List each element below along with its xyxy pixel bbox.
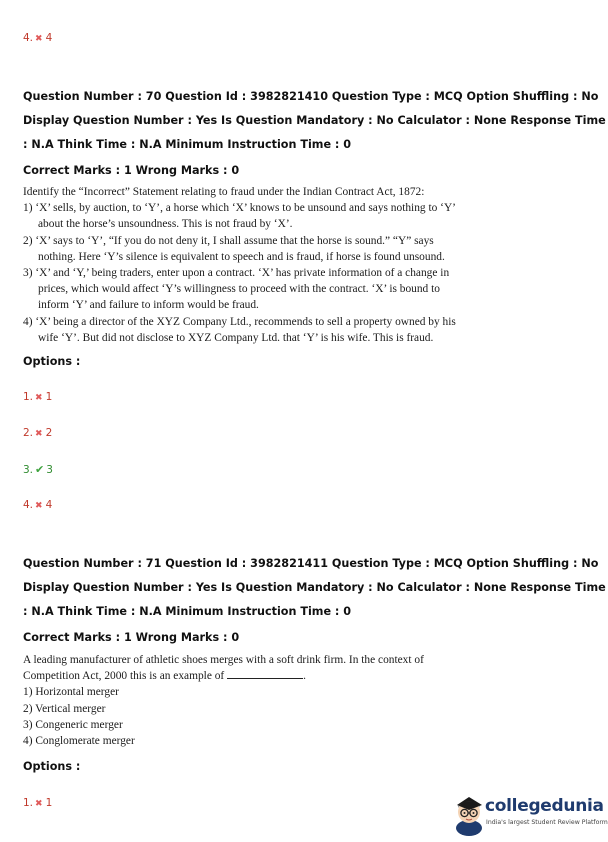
- meta-line: : N.A Think Time : N.A Minimum Instruction Time : 0: [23, 138, 352, 151]
- meta-line: : N.A Think Time : N.A Minimum Instruction Time : 0: [23, 605, 352, 618]
- option-number: 2.: [23, 427, 34, 439]
- option-number: 1.: [23, 797, 34, 809]
- option-value: 1: [45, 797, 53, 809]
- meta-line: Display Question Number : Yes Is Question Mandatory : No Calculator : None Response Time: [23, 114, 606, 127]
- question-stem-blank-line: [23, 668, 424, 684]
- question-71-marks: Correct Marks : 1 Wrong Marks : 0: [23, 631, 240, 644]
- option-4-prev: [23, 32, 52, 44]
- choice-line: 3) Congeneric merger: [23, 718, 123, 731]
- question-71-text: [23, 652, 424, 749]
- option-number: 4.: [23, 499, 34, 511]
- statement-line: 3) ‘X’ and ‘Y,’ being traders, enter upon a contract. ‘X’ has private information of a change in: [23, 267, 450, 280]
- statement-line: 2) ‘X’ says to ‘Y’, “If you do not deny it, I shall assume that the horse is sound.” “Y” says: [23, 234, 434, 247]
- question-stem: Identify the “Incorrect” Statement relating to fraud under the Indian Contract Act, 1872:: [23, 186, 425, 198]
- choice-line: 2) Vertical merger: [23, 702, 106, 715]
- meta-line: Display Question Number : Yes Is Question Mandatory : No Calculator : None Response Time: [23, 581, 606, 594]
- brand-name: collegedunia: [485, 796, 604, 816]
- stem-text: Competition Act, 2000 this is an example of: [23, 670, 225, 683]
- cross-icon: ✖: [35, 393, 43, 403]
- stem-period: .: [303, 670, 306, 683]
- collegedunia-logo: [452, 792, 608, 837]
- statement-line: about the horse’s unsoundness. This is not fraud by ‘X’.: [38, 218, 293, 231]
- option-2: [23, 427, 52, 439]
- cross-icon: ✖: [35, 799, 43, 809]
- cross-icon: ✖: [35, 501, 43, 511]
- statement-line: nothing. Here ‘Y’s silence is equivalent to speech and is fraud, if horse is found unsound.: [38, 250, 445, 263]
- answer-blank: [227, 669, 303, 679]
- option-number: 1.: [23, 391, 34, 403]
- question-70-marks: Correct Marks : 1 Wrong Marks : 0: [23, 164, 240, 177]
- option-value: 1: [45, 391, 53, 403]
- statement-line: 4) ‘X’ being a director of the XYZ Company Ltd., recommends to sell a property owned by his: [23, 315, 456, 328]
- cross-icon: ✖: [35, 429, 43, 439]
- option-value: 3: [46, 464, 53, 476]
- meta-line: Question Number : 70 Question Id : 3982821410 Question Type : MCQ Option Shuffling : No: [23, 90, 599, 103]
- question-70-meta: [23, 85, 606, 157]
- cross-icon: ✖: [35, 34, 43, 44]
- options-heading: Options :: [23, 355, 81, 368]
- option-4: [23, 499, 52, 511]
- question-stem: A leading manufacturer of athletic shoes merges with a soft drink firm. In the context of: [23, 654, 424, 666]
- question-71-meta: [23, 552, 606, 624]
- option-number: 3.: [23, 464, 34, 476]
- choice-line: 1) Horizontal merger: [23, 686, 119, 699]
- option-number: 4.: [23, 32, 34, 44]
- statement-line: inform ‘Y’ and failure to inform would be fraud.: [38, 299, 259, 312]
- question-70-text: [23, 184, 456, 346]
- option-value: 4: [45, 499, 53, 511]
- check-icon: ✔: [35, 463, 45, 476]
- meta-line: Question Number : 71 Question Id : 3982821411 Question Type : MCQ Option Shuffling : No: [23, 557, 599, 570]
- option-1: [23, 391, 52, 403]
- statement-line: prices, which would affect ‘Y’s willingness to proceed with the contract. ‘X’ is bound to: [38, 283, 440, 296]
- options-heading: Options :: [23, 760, 81, 773]
- student-mascot-icon: [452, 792, 486, 836]
- option-value: 4: [45, 32, 53, 44]
- statement-line: 1) ‘X’ sells, by auction, to ‘Y’, a horse which ‘X’ knows to be unsound and says nothing to ‘Y’: [23, 202, 456, 215]
- choice-line: 4) Conglomerate merger: [23, 735, 135, 748]
- option-3-correct: [23, 463, 53, 476]
- brand-tagline: India's largest Student Review Platform: [486, 819, 608, 826]
- option-1: [23, 797, 52, 809]
- option-value: 2: [45, 427, 53, 439]
- statement-line: wife ‘Y’. But did not disclose to XYZ Company Ltd. that ‘Y’ is his wife. This is fraud.: [38, 331, 434, 344]
